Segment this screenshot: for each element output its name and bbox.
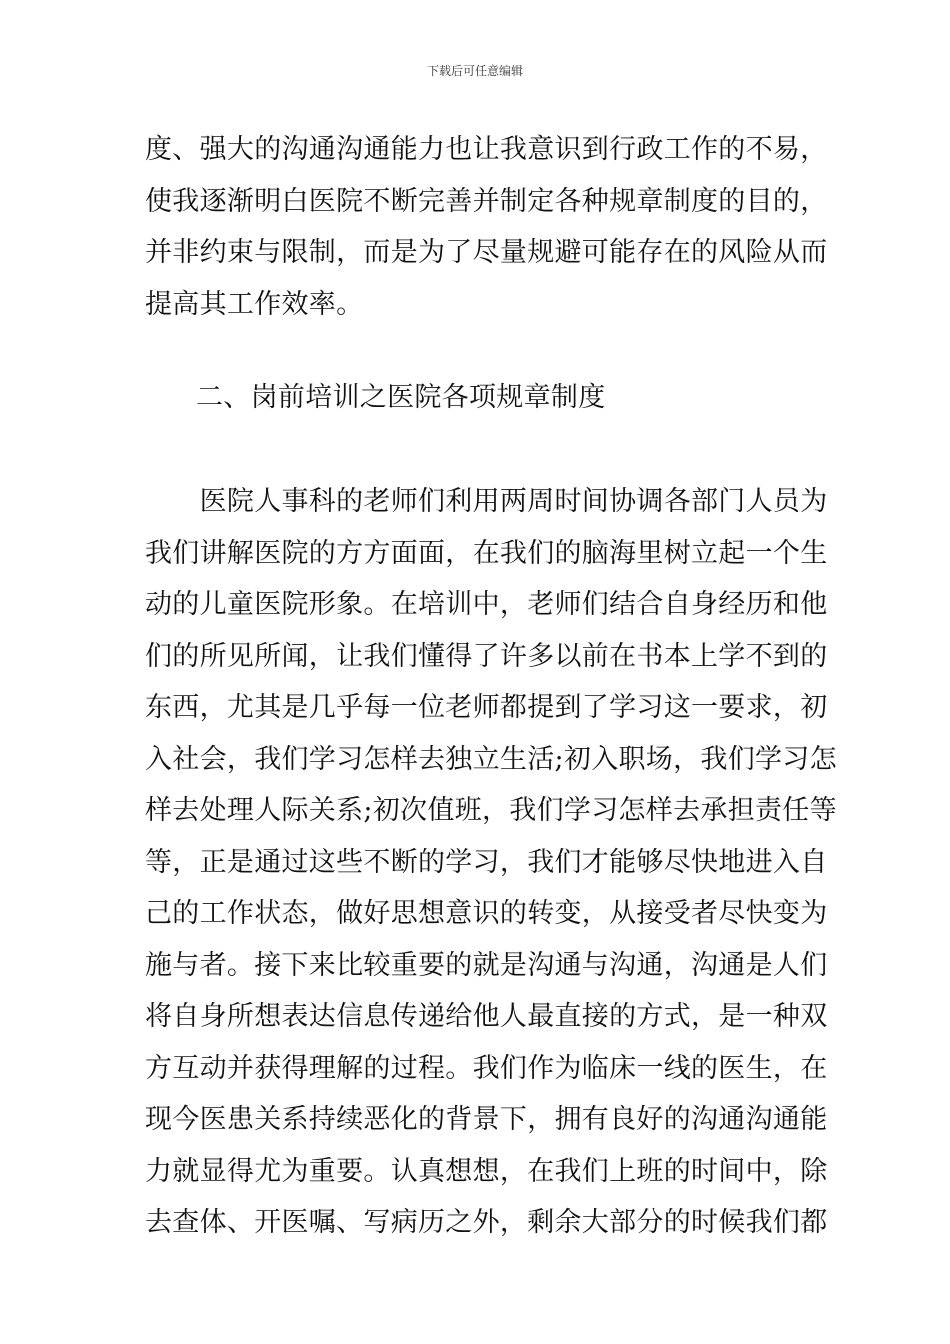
paragraph-two	[145, 476, 837, 1249]
paragraph-line: 施与者。接下来比较重要的就是沟通与沟通，沟通是人们	[145, 949, 828, 981]
paragraph-line: 现今医患关系持续恶化的背景下，拥有良好的沟通沟通能	[145, 1104, 828, 1135]
paragraph-line: 己的工作状态，做好思想意识的转变，从接受者尽快变为	[145, 898, 828, 929]
paragraph-line: 东西，尤其是几乎每一位老师都提到了学习这一要求，初	[145, 692, 828, 723]
paragraph-line: 力就显得尤为重要。认真想想，在我们上班的时间中，除	[145, 1155, 828, 1187]
paragraph-line: 提高其工作效率。	[145, 288, 364, 320]
paragraph-line: 们的所见所闻，让我们懂得了许多以前在书本上学不到的	[145, 640, 828, 672]
paragraph-line: 去查体、开医嘱、写病历之外，剩余大部分的时候我们都	[145, 1207, 828, 1238]
paragraph-line: 动的儿童医院形象。在培训中，老师们结合自身经历和他	[145, 589, 828, 620]
paragraph-line: 医院人事科的老师们利用两周时间协调各部门人员为	[145, 486, 828, 517]
paragraph-line: 入社会，我们学习怎样去独立生活;初入职场，我们学习怎	[145, 743, 837, 775]
paragraph-line: 并非约束与限制，而是为了尽量规避可能存在的风险从而	[145, 237, 828, 268]
paragraph-line: 度、强大的沟通沟通能力也让我意识到行政工作的不易，	[145, 134, 828, 165]
paragraph-line: 使我逐渐明白医院不断完善并制定各种规章制度的目的，	[145, 185, 828, 217]
paragraph-line: 样去处理人际关系;初次值班，我们学习怎样去承担责任等	[145, 795, 837, 826]
paragraph-one	[145, 124, 828, 330]
paragraph-line: 将自身所想表达信息传递给他人最直接的方式，是一种双	[145, 1001, 828, 1032]
section-heading: 二、岗前培训之医院各项规章制度	[196, 382, 606, 413]
paragraph-line: 等，正是通过这些不断的学习，我们才能够尽快地进入自	[145, 846, 828, 878]
header-note: 下载后可任意编辑	[426, 64, 523, 78]
paragraph-line: 我们讲解医院的方方面面，在我们的脑海里树立起一个生	[145, 537, 828, 569]
paragraph-line: 方互动并获得理解的过程。我们作为临床一线的医生，在	[145, 1052, 828, 1084]
